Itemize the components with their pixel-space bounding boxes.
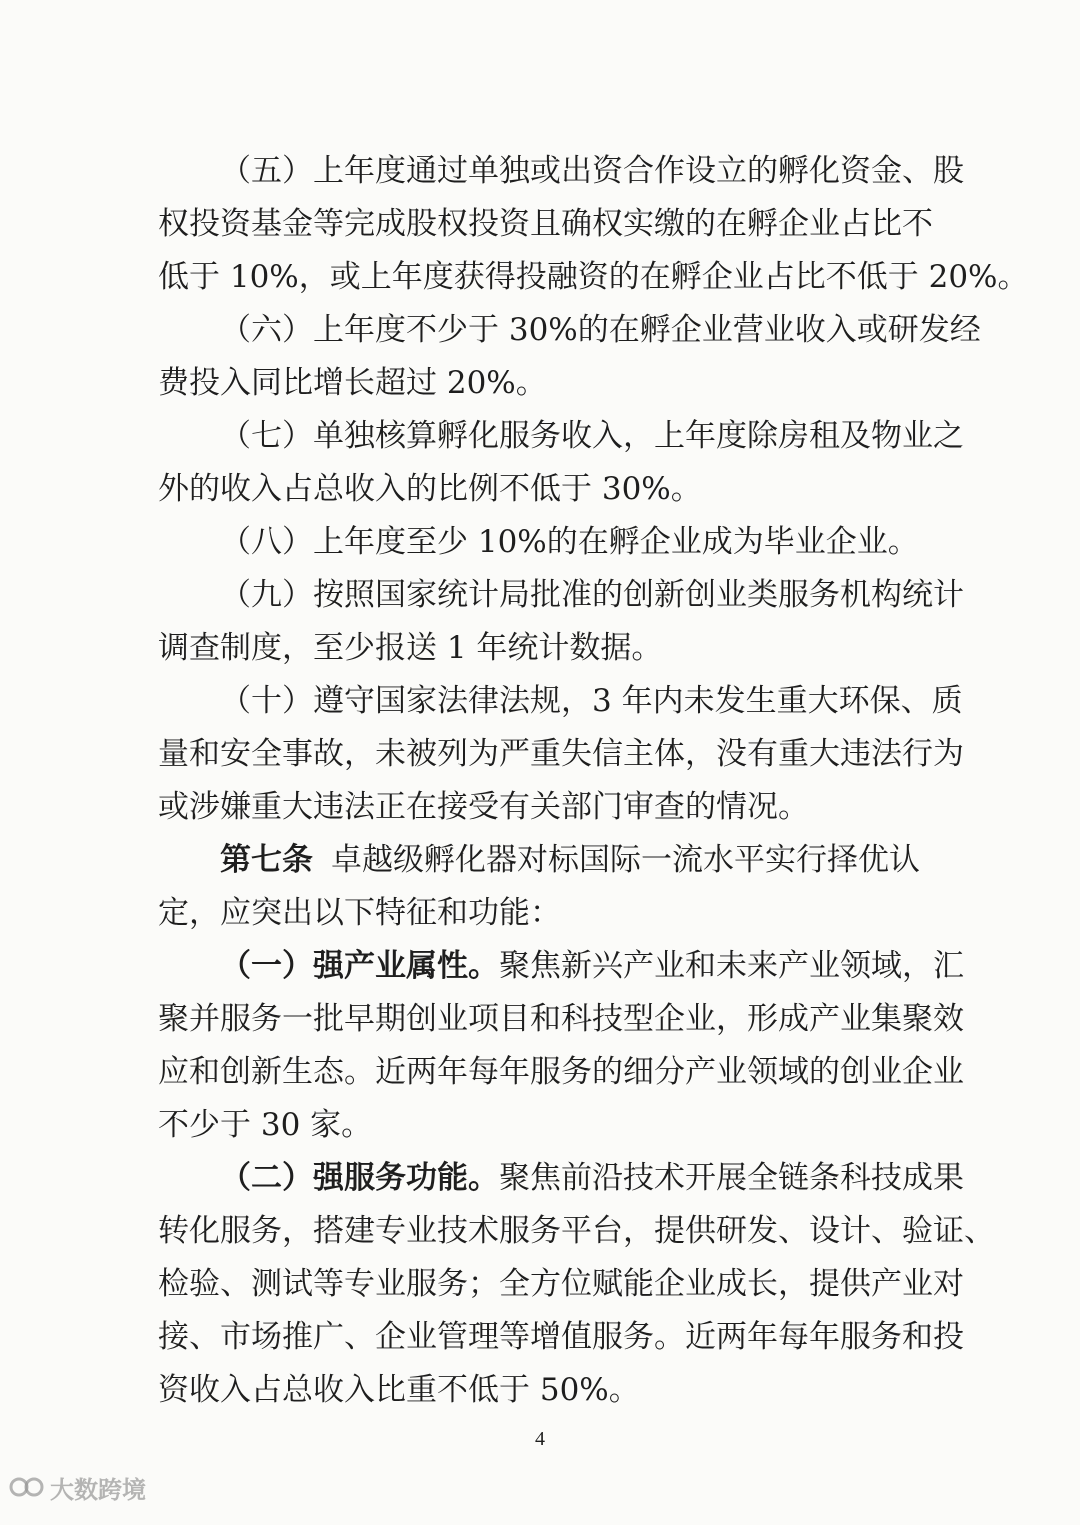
item-2-line-1 — [158, 1152, 964, 1205]
item-1-line-4: 不少于 30 家。 — [158, 1107, 373, 1143]
item-1-line-2: 聚并服务一批早期创业项目和科技型企业，形成产业集聚效 — [158, 1001, 964, 1037]
item-2-text: 聚焦前沿技术开展全链条科技成果 — [499, 1160, 964, 1196]
paragraph-6-line-1: （六）上年度不少于 30%的在孵企业营业收入或研发经 — [220, 312, 981, 348]
paragraph-10-line-3: 或涉嫌重大违法正在接受有关部门审查的情况。 — [158, 789, 809, 825]
article-7-line-1 — [158, 834, 920, 887]
paragraph-5-line-1: （五）上年度通过单独或出资合作设立的孵化资金、股 — [220, 153, 964, 189]
item-2-title: （二）强服务功能。 — [220, 1160, 499, 1196]
paragraph-5-line-2: 权投资基金等完成股权投资且确权实缴的在孵企业占比不 — [158, 206, 933, 242]
page-number: 4 — [535, 1428, 545, 1450]
article-7-label: 第七条 — [220, 842, 313, 878]
watermark-logo-icon — [10, 1474, 44, 1500]
item-1-line-3: 应和创新生态。近两年每年服务的细分产业领域的创业企业 — [158, 1054, 964, 1090]
article-7-line-2: 定，应突出以下特征和功能： — [158, 895, 561, 931]
paragraph-9-line-1: （九）按照国家统计局批准的创新创业类服务机构统计 — [220, 577, 964, 613]
item-1-title: （一）强产业属性。 — [220, 948, 499, 984]
article-7-text: 卓越级孵化器对标国际一流水平实行择优认 — [331, 842, 920, 878]
paragraph-8-line-1: （八）上年度至少 10%的在孵企业成为毕业企业。 — [220, 524, 919, 560]
paragraph-9-line-2: 调查制度，至少报送 1 年统计数据。 — [158, 630, 663, 666]
paragraph-7-line-2: 外的收入占总收入的比例不低于 30%。 — [158, 471, 702, 507]
item-2-line-5: 资收入占总收入比重不低于 50%。 — [158, 1372, 640, 1408]
item-2-line-2: 转化服务，搭建专业技术服务平台，提供研发、设计、验证、 — [158, 1213, 995, 1249]
item-2-line-3: 检验、测试等专业服务；全方位赋能企业成长，提供产业对 — [158, 1266, 964, 1302]
item-2-line-4: 接、市场推广、企业管理等增值服务。近两年每年服务和投 — [158, 1319, 964, 1355]
paragraph-6-line-2: 费投入同比增长超过 20%。 — [158, 365, 547, 401]
watermark — [10, 1467, 146, 1507]
paragraph-7-line-1: （七）单独核算孵化服务收入，上年度除房租及物业之 — [220, 418, 964, 454]
item-1-text: 聚焦新兴产业和未来产业领域，汇 — [499, 948, 964, 984]
paragraph-10-line-1: （十）遵守国家法律法规，3 年内未发生重大环保、质 — [220, 683, 963, 719]
watermark-text: 大数跨境 — [50, 1475, 146, 1504]
paragraph-10-line-2: 量和安全事故，未被列为严重失信主体，没有重大违法行为 — [158, 736, 964, 772]
paragraph-5-line-3: 低于 10%，或上年度获得投融资的在孵企业占比不低于 20%。 — [158, 259, 1029, 295]
document-body — [158, 145, 1029, 1417]
item-1-line-1 — [158, 940, 964, 993]
